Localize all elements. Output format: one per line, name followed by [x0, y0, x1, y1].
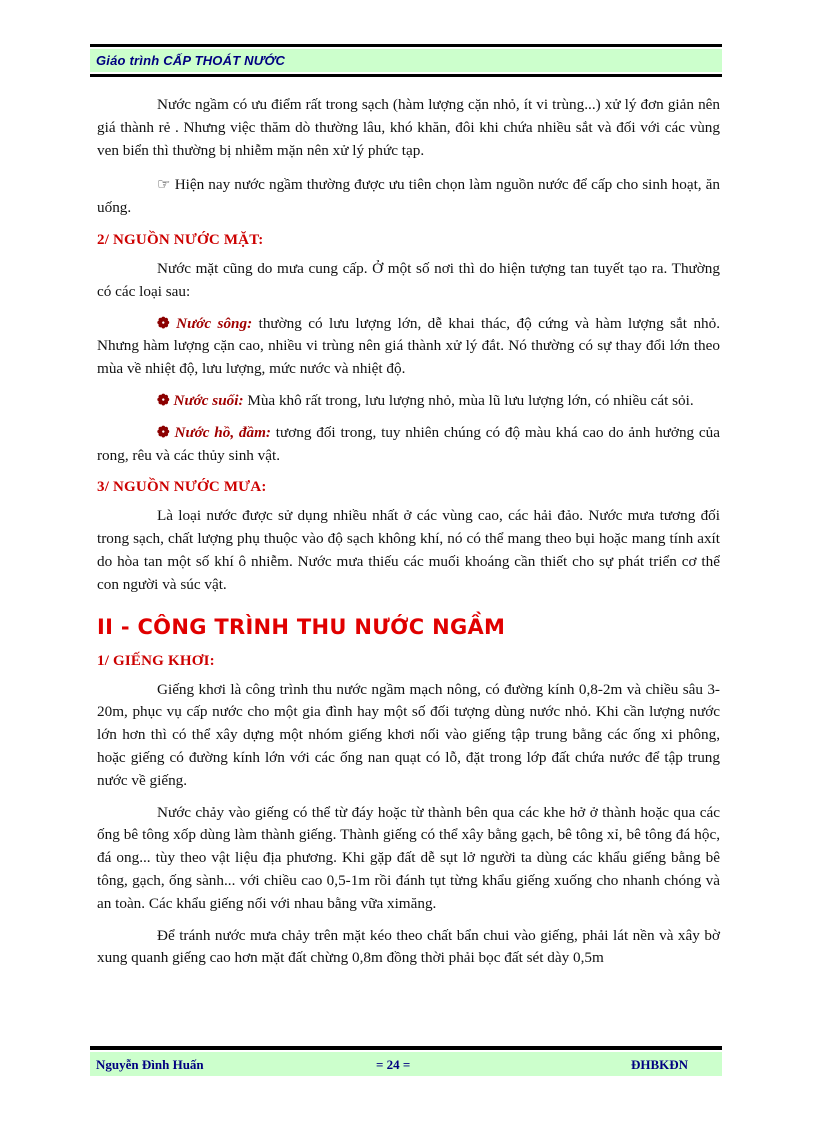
header-top-rule	[90, 44, 722, 47]
section-heading-surface-water: 2/ NGUỒN NƯỚC MẶT:	[97, 231, 264, 248]
paragraph-surface-water: Nước mặt cũng do mưa cung cấp. Ở một số nơi thì do hiện tượng tan tuyết tạo ra. Thường có các loại sau:	[97, 259, 720, 300]
page-header	[90, 49, 722, 72]
paragraph-groundwater: Nước ngầm có ưu điểm rất trong sạch (hàm lượng cặn nhỏ, ít vi trùng...) xử lý đơn giản nên giá thành rẻ . Nhưng việc thăm dò thường lâu, khó khăn, đôi khi chứa nhiều sắt và đối với các vùng ven biển thì thường bị nhiễm mặn nên xử lý phức tạp.	[97, 96, 720, 159]
term-lake-water: Nước hồ, đầm:	[174, 423, 271, 441]
paragraph-rain-water: Là loại nước được sử dụng nhiều nhất ở các vùng cao, các hải đảo. Nước mưa tương đối trong sạch, chất lượng phụ thuộc vào độ sạch không khí, nó có thể mang theo bụi hoặc mang tính axít do hòa tan một số khí ô nhiễm. Nước mưa thiếu các muối khoáng cần thiết cho sự phát triển cơ thể con người và súc vật.	[97, 507, 720, 593]
note-text: Hiện nay nước ngầm thường được ưu tiên chọn làm nguồn nước để cấp cho sinh hoạt, ăn uống.	[97, 176, 720, 217]
header-bottom-rule	[90, 74, 722, 77]
lake-water-text: tương đối trong, tuy nhiên chúng có độ màu khá cao do ảnh hưởng của rong, rêu và các thủy sinh vật.	[97, 423, 721, 464]
chapter-heading-groundwater-works: II - CÔNG TRÌNH THU NƯỚC NGẦM	[97, 614, 506, 639]
flower-bullet-icon: ❁	[157, 391, 170, 409]
term-stream-water: Nước suối:	[173, 391, 244, 409]
stream-water-text: Mùa khô rất trong, lưu lượng nhỏ, mùa lũ lưu lượng lớn, có nhiều cát sỏi.	[243, 391, 694, 409]
section-heading-rain-water: 3/ NGUỒN NƯỚC MƯA:	[97, 479, 267, 496]
header-title: Giáo trình CẤP THOÁT NƯỚC	[96, 53, 286, 68]
river-water-text: thường có lưu lượng lớn, dễ khai thác, độ cứng và hàm lượng sắt nhỏ. Nhưng hàm lượng cặn cao, nhiều vi trùng nên giá thành xử lý đắt. Nó thường có sự thay đổi lớn theo mùa về nhiệt độ, lưu lượng, mức nước và nhiệt độ.	[97, 314, 721, 378]
paragraph-dug-well-1: Giếng khơi là công trình thu nước ngầm mạch nông, có đường kính 0,8-2m và chiều sâu 3-20m, phục vụ cấp nước cho một gia đình hay một số đối tượng dùng nước nhỏ. Khi cần lượng nước lớn hơn thì có thể xây dựng một nhóm giếng khơi nối vào giếng tập trung bằng các ống xi phông, hoặc giếng có đường kính lớn với các ống nan quạt có lỗ, đặt trong lớp đất chứa nước để tập trung nước về giếng.	[97, 680, 720, 789]
section-heading-dug-well: 1/ GIẾNG KHƠI:	[97, 652, 215, 669]
paragraph-dug-well-3: Để tránh nước mưa chảy trên mặt kéo theo chất bẩn chui vào giếng, phải lát nền và xây bờ xung quanh giếng cao hơn mặt đất chừng 0,8m đồng thời phải bọc đất sét dày 0,5m	[97, 926, 720, 967]
list-item-river-water	[97, 313, 720, 381]
list-item-lake-water	[97, 422, 720, 468]
flower-bullet-icon: ❁	[157, 314, 170, 332]
paragraph-dug-well-2: Nước chảy vào giếng có thể từ đáy hoặc từ thành bên qua các khe hở ở thành hoặc qua các ống bê tông xốp dùng làm thành giếng. Thành giếng có thể xây bằng gạch, bê tông xỉ, bê tông đá hộc, đá ong... tùy theo vật liệu địa phương. Khi gặp đất dễ sụt lở người ta dùng các khẩu giếng bằng bê tông, gạch, ống sành... với chiều cao 0,5-1m rồi đánh tụt từng khẩu giếng xuống cho nhanh chóng và an toàn. Các khẩu giếng nối với nhau bằng vữa ximăng.	[97, 803, 720, 912]
footer-rule	[90, 1046, 722, 1050]
page-footer	[90, 1052, 722, 1076]
document-body	[97, 94, 720, 970]
footer-author: Nguyễn Đình Huấn	[96, 1057, 204, 1072]
pointing-hand-icon: ☞	[157, 176, 171, 194]
term-river-water: Nước sông:	[176, 314, 253, 332]
flower-bullet-icon: ❁	[157, 423, 170, 441]
list-item-stream-water	[97, 390, 720, 413]
note-paragraph	[97, 174, 720, 220]
footer-organization: ĐHBKĐN	[630, 1057, 688, 1072]
footer-page-number: = 24 =	[376, 1057, 411, 1072]
